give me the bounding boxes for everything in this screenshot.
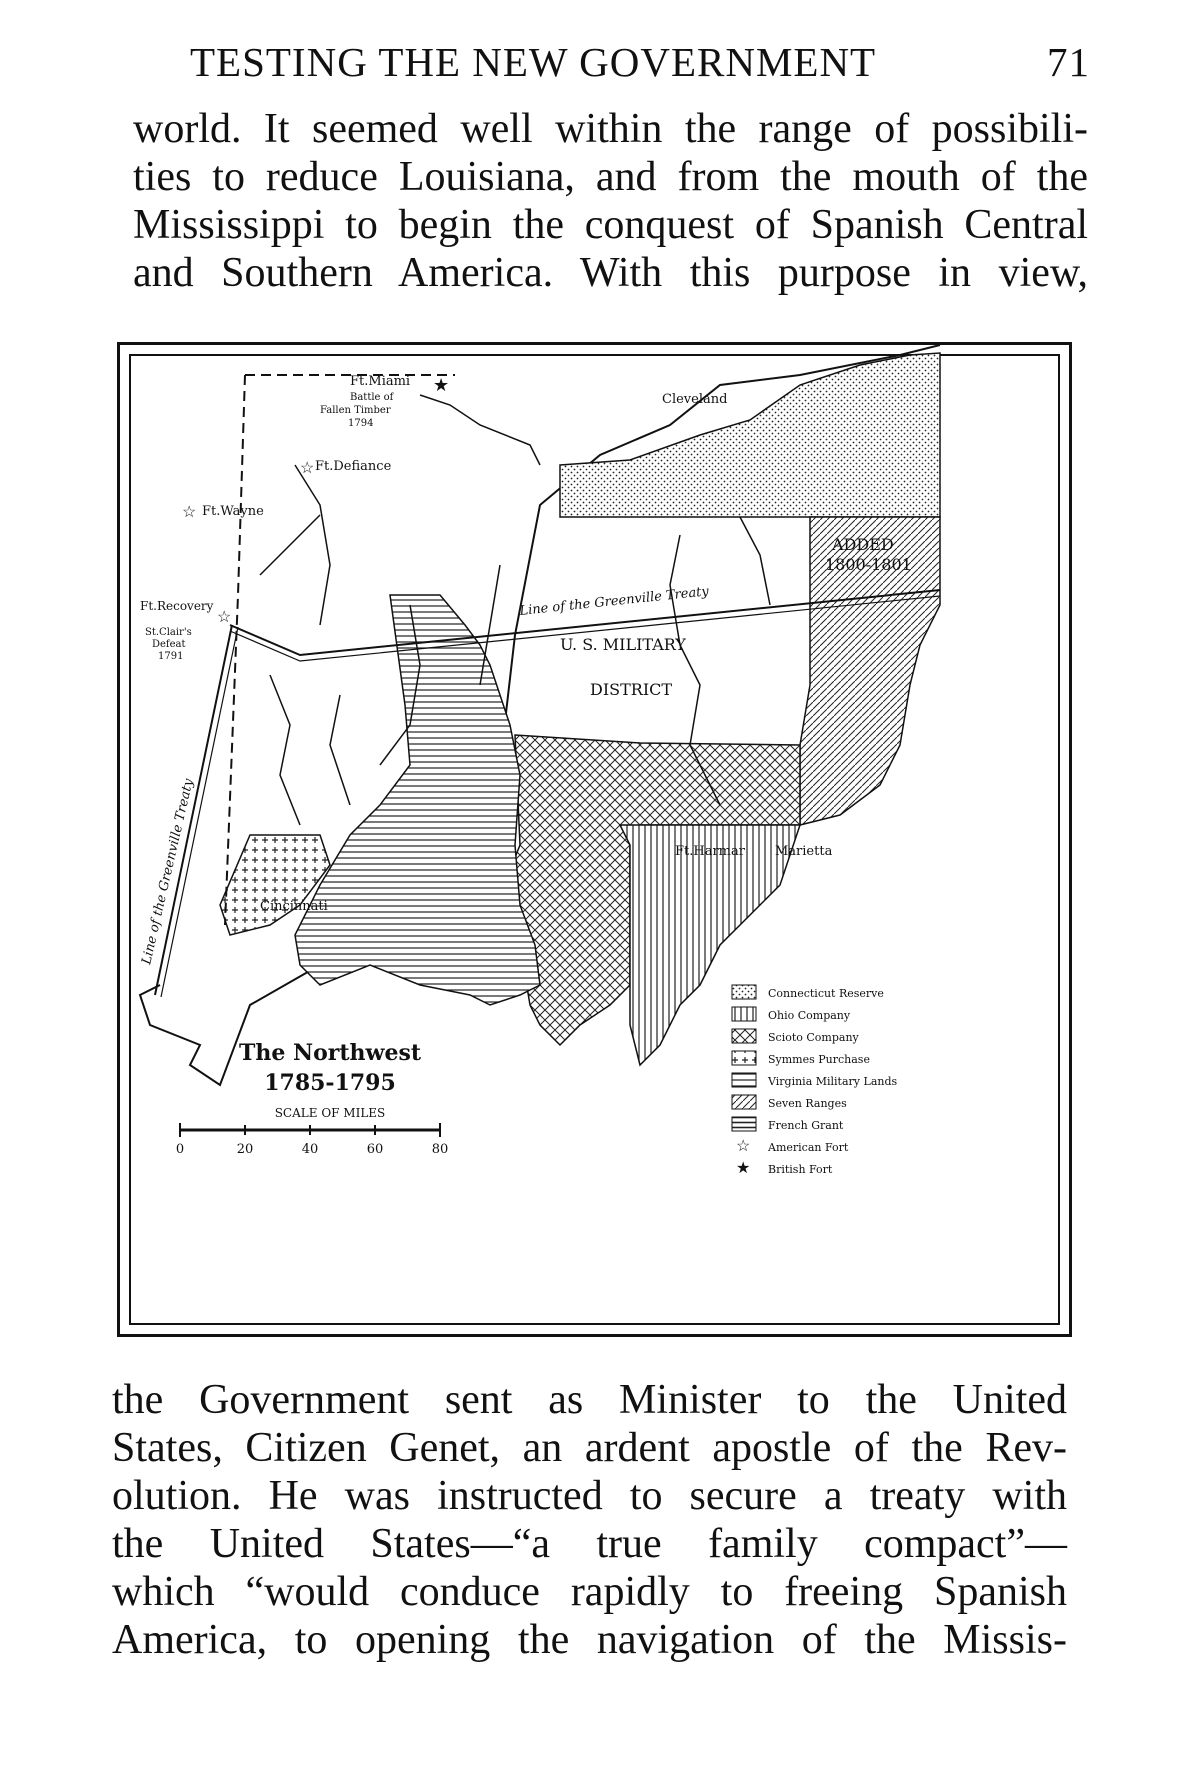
legend-label: Seven Ranges [768,1097,847,1110]
american-fort-icon: ☆ [300,458,315,477]
marietta-label: Marietta [775,844,833,859]
scale-bar [176,1123,448,1157]
st-clair-label-2: Defeat [152,639,186,650]
legend-label: Connecticut Reserve [768,987,884,1000]
added-label-2: 1800-1801 [825,555,912,574]
battle-label-2: Fallen Timber [320,405,391,416]
scale-tick-label: 0 [175,1142,185,1157]
st-clair-year: 1791 [158,651,184,662]
scale-tick-label: 40 [301,1142,319,1157]
legend-label: Scioto Company [768,1031,859,1044]
page-number: 71 [1047,39,1090,85]
american-fort-icon: ☆ [736,1136,751,1155]
text-line: olution. He was instructed to secure a treaty with [112,1473,1067,1519]
cincinnati-label: Cincinnati [260,899,328,914]
legend-label: British Fort [768,1163,833,1176]
text-line: the Government sent as Minister to the United [112,1377,1067,1423]
virginia-military-lands-region [295,595,540,1005]
st-clair-label-1: St.Clair's [145,627,192,638]
cleveland-label: Cleveland [662,392,728,407]
american-fort-icon: ☆ [182,502,197,521]
connecticut-reserve-region [560,353,940,517]
ft-miami-label: Ft.Miami [350,374,411,389]
legend-label: French Grant [768,1119,844,1132]
american-fort-icon: ☆ [217,607,232,626]
legend-label: Ohio Company [768,1009,851,1022]
greenville-treaty-label-west: Line of the Greenville Treaty [139,777,197,966]
text-line: America, to opening the navigation of the Missis- [112,1617,1067,1663]
scale-tick-label: 80 [431,1142,449,1157]
ft-harmar-label: Ft.Harmar [675,844,745,859]
map-years: 1785-1795 [264,1070,396,1096]
ohio-company-region [620,825,800,1065]
text-line: Mississippi to begin the conquest of Spanish Central [133,202,1088,248]
scale-label: SCALE OF MILES [274,1106,386,1120]
text-line: world. It seemed well within the range of possibili- [133,106,1088,152]
legend-label: American Fort [768,1141,849,1154]
battle-label-1: Battle of [350,392,394,403]
legend-label: Symmes Purchase [768,1053,870,1066]
paragraph-top [133,105,1088,297]
map-title: The Northwest [238,1040,422,1066]
battle-year: 1794 [348,418,374,429]
legend [732,985,897,1177]
scale-tick-label: 60 [366,1142,384,1157]
running-title: TESTING THE NEW GOVERNMENT [190,39,877,85]
added-label-1: ADDED [832,535,894,554]
text-line: ties to reduce Louisiana, and from the mouth of the [133,154,1088,200]
ft-recovery-label: Ft.Recovery [140,599,214,613]
british-fort-icon: ★ [736,1158,751,1177]
military-district-label-2: DISTRICT [590,680,673,699]
running-header [190,30,1090,90]
paragraph-bottom [112,1376,1067,1664]
text-line: which “would conduce rapidly to freeing Spanish [112,1569,1067,1615]
text-line: the United States—“a true family compact”— [112,1521,1067,1567]
ft-defiance-label: Ft.Defiance [315,459,392,474]
ft-wayne-label: Ft.Wayne [202,504,264,519]
northwest-map [117,342,1072,1337]
military-district-label-1: U. S. MILITARY [560,635,686,654]
british-fort-icon: ★ [433,375,450,396]
greenville-treaty-label: Line of the Greenville Treaty [518,584,710,619]
scale-tick-label: 20 [236,1142,254,1157]
text-line: States, Citizen Genet, an ardent apostle of the Rev- [112,1425,1067,1471]
legend-label: Virginia Military Lands [768,1075,898,1088]
text-line: and Southern America. With this purpose in view, [133,250,1088,296]
